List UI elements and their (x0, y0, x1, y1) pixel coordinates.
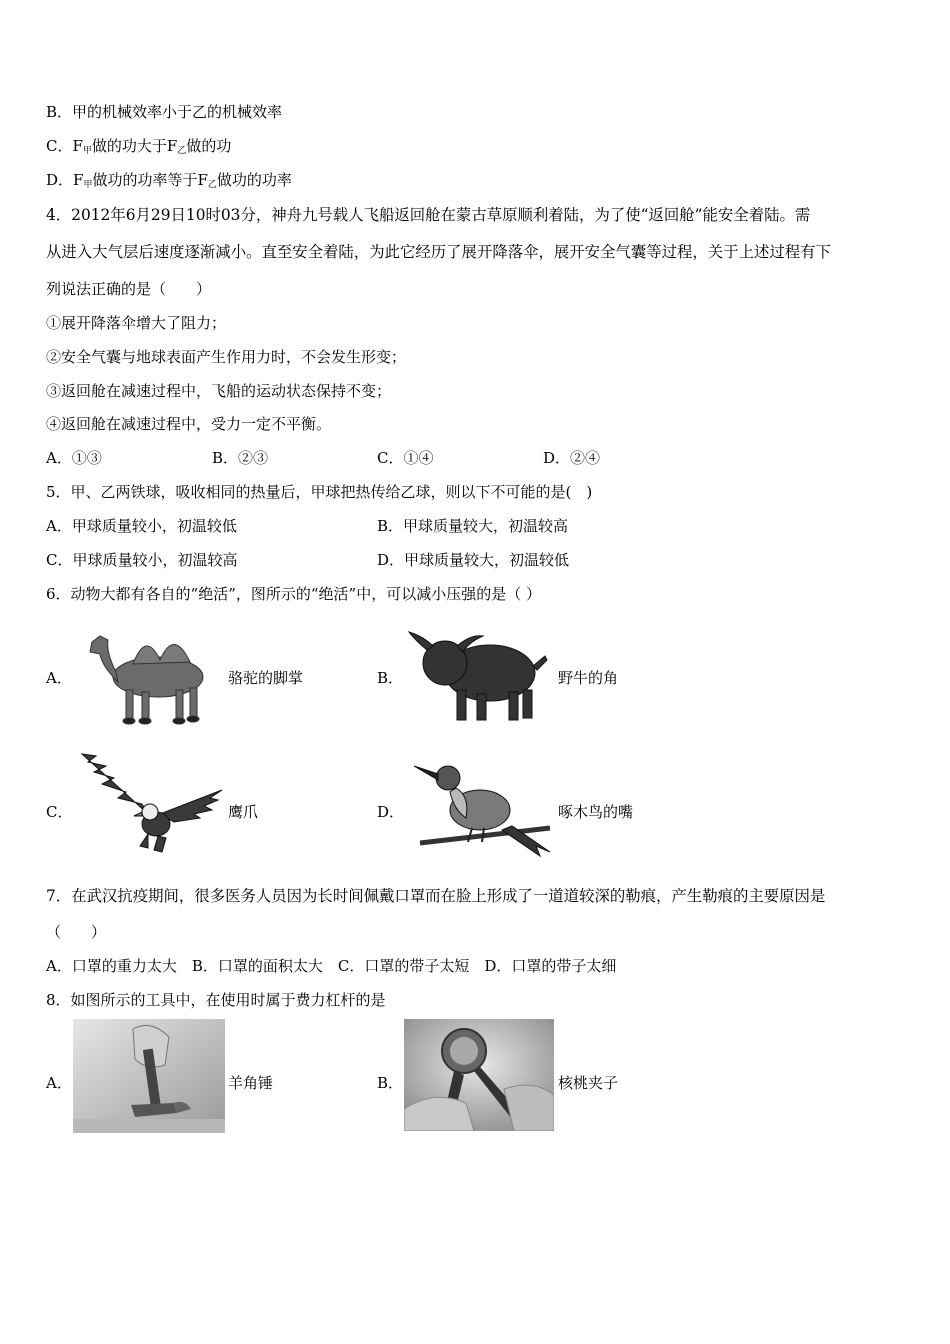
q8-option-a-label: 羊角锤 (228, 1074, 274, 1092)
woodpecker-image (410, 748, 555, 860)
q5-stem: 5．甲、乙两铁球，吸收相同的热量后，甲球把热传给乙球，则以下不可能的是( ) (46, 483, 593, 501)
q5-option-d: D．甲球质量较大，初温较低 (377, 551, 570, 569)
q6-option-b-letter: B． (377, 669, 404, 687)
q3-option-b: B．甲的机械效率小于乙的机械效率 (46, 103, 283, 121)
claw-hammer-image (73, 1019, 225, 1133)
q4-option-c: C．①④ (377, 449, 434, 467)
nutcracker-image (404, 1019, 554, 1131)
q7-options: A．口罩的重力太大 B．口罩的面积太大 C．口罩的带子太短 D．口罩的带子太细 (46, 957, 617, 975)
q3-option-c: C．$F_甲$做的功大于$F_乙$做的功 (46, 137, 232, 156)
q4-statement-4: ④返回舱在减速过程中，受力一定不平衡。 (46, 415, 332, 433)
q4-statement-1: ①展开降落伞增大了阻力； (46, 314, 227, 332)
q8-stem: 8．如图所示的工具中，在使用时属于费力杠杆的是 (46, 991, 386, 1009)
bison-image (405, 618, 555, 728)
q6-option-c-letter: C． (46, 803, 73, 821)
q8-option-b-label: 核桃夹子 (558, 1074, 619, 1092)
q6-option-c-label: 鹰爪 (228, 803, 259, 821)
q4-statement-2: ②安全气囊与地球表面产生作用力时，不会发生形变； (46, 348, 407, 366)
eagle-image (78, 752, 226, 860)
q6-stem: 6．动物大都有各自的“绝活”，图所示的“绝活”中，可以减小压强的是（ ） (46, 585, 541, 603)
q4-stem-line2: 从进入大气层后速度逐渐减小。直至安全着陆，为此它经历了展开降落伞，展开安全气囊等过程，关于上述过程有下 (46, 243, 831, 261)
q4-stem-line1: 4．2012年6月29日10时03分，神舟九号载人飞船返回舱在蒙古草原顺利着陆，为了使“返回舱”能安全着陆。需 (46, 206, 811, 224)
q6-option-a-letter: A． (46, 669, 72, 687)
q4-statement-3: ③返回舱在减速过程中，飞船的运动状态保持不变； (46, 382, 392, 400)
q4-stem-line3: 列说法正确的是（ ） (46, 280, 212, 298)
q6-option-a-label: 骆驼的脚掌 (228, 669, 304, 687)
q6-option-d-label: 啄木鸟的嘴 (558, 803, 634, 821)
q6-option-b-label: 野牛的角 (558, 669, 619, 687)
q8-option-a-letter: A． (46, 1074, 72, 1092)
q4-option-b: B．②③ (212, 449, 269, 467)
q3-option-d: D．$F_甲$做功的功率等于$F_乙$做功的功率 (46, 171, 292, 190)
q7-paren: （ ） (46, 923, 107, 941)
q5-option-a: A．甲球质量较小，初温较低 (46, 517, 237, 535)
q5-option-b: B．甲球质量较大，初温较高 (377, 517, 569, 535)
q5-option-c: C．甲球质量较小，初温较高 (46, 551, 238, 569)
q4-option-a: A．①③ (46, 449, 102, 467)
q7-stem: 7．在武汉抗疫期间，很多医务人员因为长时间佩戴口罩而在脸上形成了一道道较深的勒痕，产生勒痕的主要原因是 (46, 887, 826, 905)
camel-image (78, 622, 228, 727)
q6-option-d-letter: D． (377, 803, 405, 821)
q4-option-d: D．②④ (543, 449, 601, 467)
q8-option-b-letter: B． (377, 1074, 404, 1092)
